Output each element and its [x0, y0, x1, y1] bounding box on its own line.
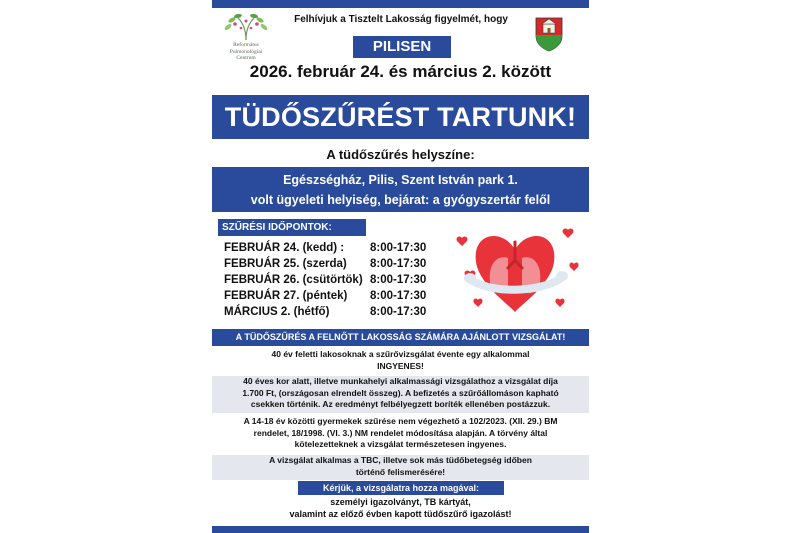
logo-text: Református Pulmonológiai Centrum [229, 42, 263, 61]
main-banner: TÜDŐSZŰRÉST TARTUNK! [212, 95, 589, 139]
info-paragraph: A vizsgálat alkalmas a TBC, illetve sok más tüdőbetegség időben történő felismerésére! [212, 455, 589, 480]
info-paragraph: A 14-18 év közötti gyermekek szűrése nem végezhető a 102/2023. (XII. 29.) BM rendelet, 18/1998. (VI. 3.) NM rendelet módosítása alapján. A törvény által kötelezetteknek a vizsgálat természetesen ingyenes. [243, 416, 558, 449]
schedule-row [224, 256, 464, 272]
screening-dates: 2026. február 24. és március 2. között [249, 62, 552, 81]
leaf-tree-icon [220, 12, 272, 42]
bring-list: személyi igazolványt, TB kártyát, valamint az előző évben kapott tüdőszűrő igazolást! [289, 497, 512, 519]
schedule-time: 8:00-17:30 [370, 242, 427, 254]
schedule-time: 8:00-17:30 [370, 306, 427, 318]
poster [212, 0, 589, 533]
intro-text: Felhívjuk a Tisztelt Lakosság figyelmét, hogy [294, 14, 508, 25]
schedule-time: 8:00-17:30 [370, 274, 427, 286]
top-bar [212, 0, 589, 8]
schedule-heading: SZŰRÉSI IDŐPONTOK: [218, 219, 366, 236]
schedule-day: FEBRUÁR 25. (szerda) [224, 258, 347, 270]
venue-line: Egészségház, Pilis, Szent István park 1. [283, 173, 518, 187]
recommendation-strip: A TÜDŐSZŰRÉS A FELNŐTT LAKOSSÁG SZÁMÁRA AJÁNLOTT VIZSGÁLAT! [212, 329, 589, 346]
pilis-coat-of-arms [534, 16, 564, 52]
schedule-row [224, 288, 464, 304]
venue-box [212, 167, 589, 212]
schedule-time: 8:00-17:30 [370, 290, 427, 302]
schedule-day: FEBRUÁR 27. (péntek) [224, 290, 348, 302]
info-paragraph: 40 év feletti lakosoknak a szűrővizsgálat évente egy alkalommal INGYENES! [271, 349, 530, 371]
coat-of-arms-icon [534, 16, 564, 52]
schedule-day: FEBRUÁR 24. (kedd) : [224, 242, 345, 254]
schedule-row [224, 272, 464, 288]
bring-heading: Kérjük, a vizsgálatra hozza magával: [298, 481, 504, 495]
city-label: PILISEN [353, 36, 451, 58]
schedule-list [224, 240, 464, 320]
venue-heading: A tüdőszűrés helyszíne: [326, 147, 475, 162]
venue-line: volt ügyeleti helyiség, bejárat: a gyógyszertár felől [250, 193, 551, 207]
schedule-day: FEBRUÁR 26. (csütörtök) [224, 274, 363, 286]
schedule-day: MÁRCIUS 2. (hétfő) [224, 306, 330, 318]
bottom-bar [212, 526, 589, 533]
heart-lungs-illustration [448, 220, 582, 320]
info-paragraph: 40 éves kor alatt, illetve munkahelyi alkalmassági vizsgálathoz a vizsgálat díja 1.700 Ft, (országosan elrendelt összeg). A befizetés a szűrőállomáson kapható csekken történik. Az eredményt felbélyegzett boríték ellenében postázzuk. [212, 376, 589, 413]
schedule-time: 8:00-17:30 [370, 258, 427, 270]
schedule-row [224, 240, 464, 256]
heart-lungs-icon [448, 220, 582, 320]
schedule-row [224, 304, 464, 320]
